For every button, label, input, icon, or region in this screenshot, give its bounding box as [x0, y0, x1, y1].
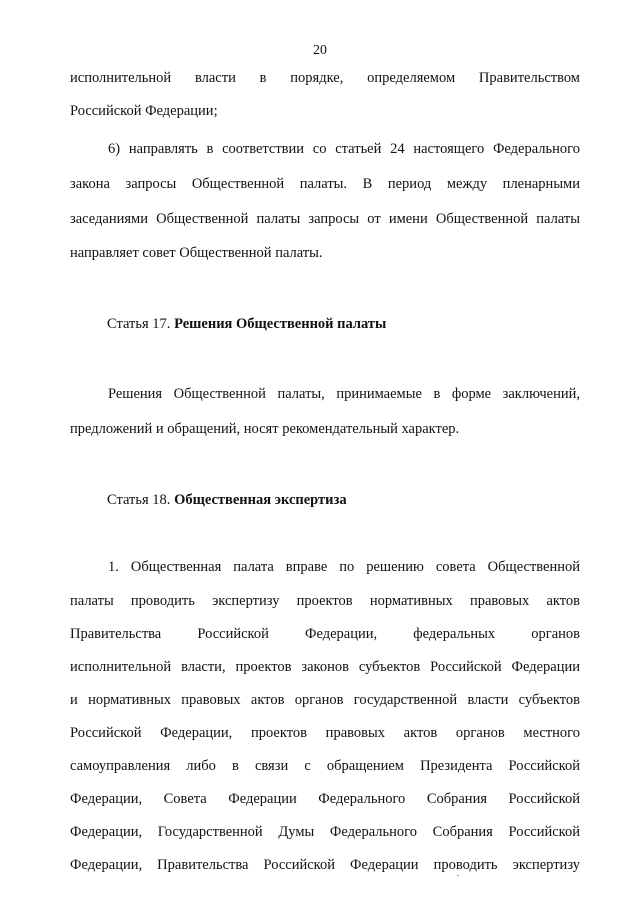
scan-speck	[457, 875, 459, 876]
text-line: Решения Общественной палаты, принимаемые в форме заключений,	[108, 386, 580, 402]
text-line: Правительства Российской Федерации, федеральных органов	[70, 626, 580, 642]
text-line: Российской Федерации;	[70, 103, 218, 119]
text-line: палаты проводить экспертизу проектов нормативных правовых актов	[70, 593, 580, 609]
article-prefix: Статья 17.	[107, 316, 171, 332]
text-line: исполнительной власти в порядке, определяемом Правительством	[70, 70, 580, 86]
article-18-heading	[107, 490, 347, 510]
text-line: Федерации, Совета Федерации Федерального Собрания Российской	[70, 791, 580, 807]
text-line: Федерации, Государственной Думы Федерального Собрания Российской	[70, 824, 580, 840]
text-line: Федерации, Правительства Российской Федерации проводить экспертизу	[70, 857, 580, 873]
text-line: самоуправления либо в связи с обращением Президента Российской	[70, 758, 580, 774]
article-title: Решения Общественной палаты	[174, 316, 387, 332]
text-line: заседаниями Общественной палаты запросы от имени Общественной палаты	[70, 211, 580, 227]
article-prefix: Статья 18.	[107, 492, 171, 508]
text-line: и нормативных правовых актов органов государственной власти субъектов	[70, 692, 580, 708]
text-line: Российской Федерации, проектов правовых актов органов местного	[70, 725, 580, 741]
text-line: предложений и обращений, носят рекомендательный характер.	[70, 421, 460, 437]
text-line: 1. Общественная палата вправе по решению совета Общественной	[108, 559, 580, 575]
article-title: Общественная экспертиза	[174, 492, 347, 508]
article-17-heading	[107, 314, 386, 334]
text-line: закона запросы Общественной палаты. В период между пленарными	[70, 176, 580, 192]
text-line: 6) направлять в соответствии со статьей 24 настоящего Федерального	[108, 141, 580, 157]
text-line: направляет совет Общественной палаты.	[70, 245, 323, 261]
text-line: исполнительной власти, проектов законов субъектов Российской Федерации	[70, 659, 580, 675]
page-number: 20	[313, 43, 327, 58]
